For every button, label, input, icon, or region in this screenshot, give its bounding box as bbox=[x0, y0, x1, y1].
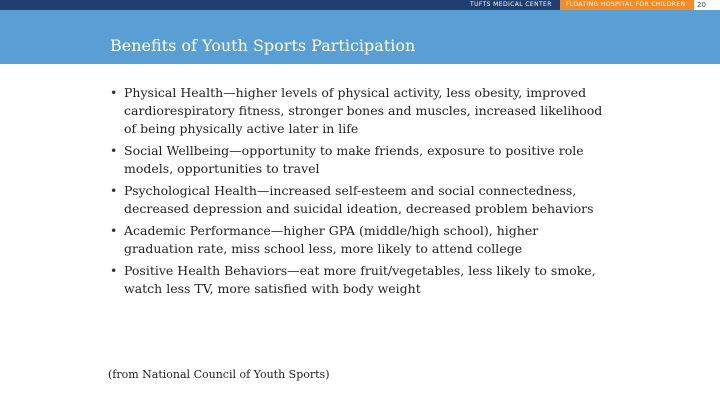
bullet-icon: • bbox=[110, 183, 118, 198]
bullet-icon: • bbox=[110, 143, 118, 158]
slide-title: Benefits of Youth Sports Participation bbox=[110, 36, 416, 55]
bullet-icon: • bbox=[110, 85, 118, 100]
bullet-icon: • bbox=[110, 263, 118, 278]
citation-text: (from National Council of Youth Sports) bbox=[108, 368, 330, 381]
bullet-item bbox=[108, 222, 608, 258]
bullet-item bbox=[108, 182, 608, 218]
bullet-text: Physical Health—higher levels of physical activity, less obesity, improved cardiorespiratory fitness, stronger bones and muscles, increased likelihood of being physically active later in life bbox=[124, 85, 603, 136]
bullet-text: Social Wellbeing—opportunity to make friends, exposure to positive role models, opportunities to travel bbox=[124, 143, 584, 176]
bullet-text: Academic Performance—higher GPA (middle/high school), higher graduation rate, miss school less, more likely to attend college bbox=[124, 223, 539, 256]
bullet-item bbox=[108, 142, 608, 178]
top-brand-bar bbox=[0, 0, 720, 10]
brand-left-text: TUFTS MEDICAL CENTER bbox=[470, 1, 552, 8]
bullet-item bbox=[108, 262, 608, 298]
page-number: 20 bbox=[697, 1, 706, 9]
brand-right-text: FLOATING HOSPITAL FOR CHILDREN bbox=[566, 1, 686, 8]
bullet-list bbox=[108, 84, 608, 298]
bullet-item bbox=[108, 84, 608, 138]
bullet-text: Psychological Health—increased self-esteem and social connectedness, decreased depression and suicidal ideation, decreased problem behaviors bbox=[124, 183, 594, 216]
bullet-icon: • bbox=[110, 223, 118, 238]
bullet-text: Positive Health Behaviors—eat more fruit/vegetables, less likely to smoke, watch less TV, more satisfied with body weight bbox=[124, 263, 596, 296]
slide-body bbox=[108, 84, 608, 302]
